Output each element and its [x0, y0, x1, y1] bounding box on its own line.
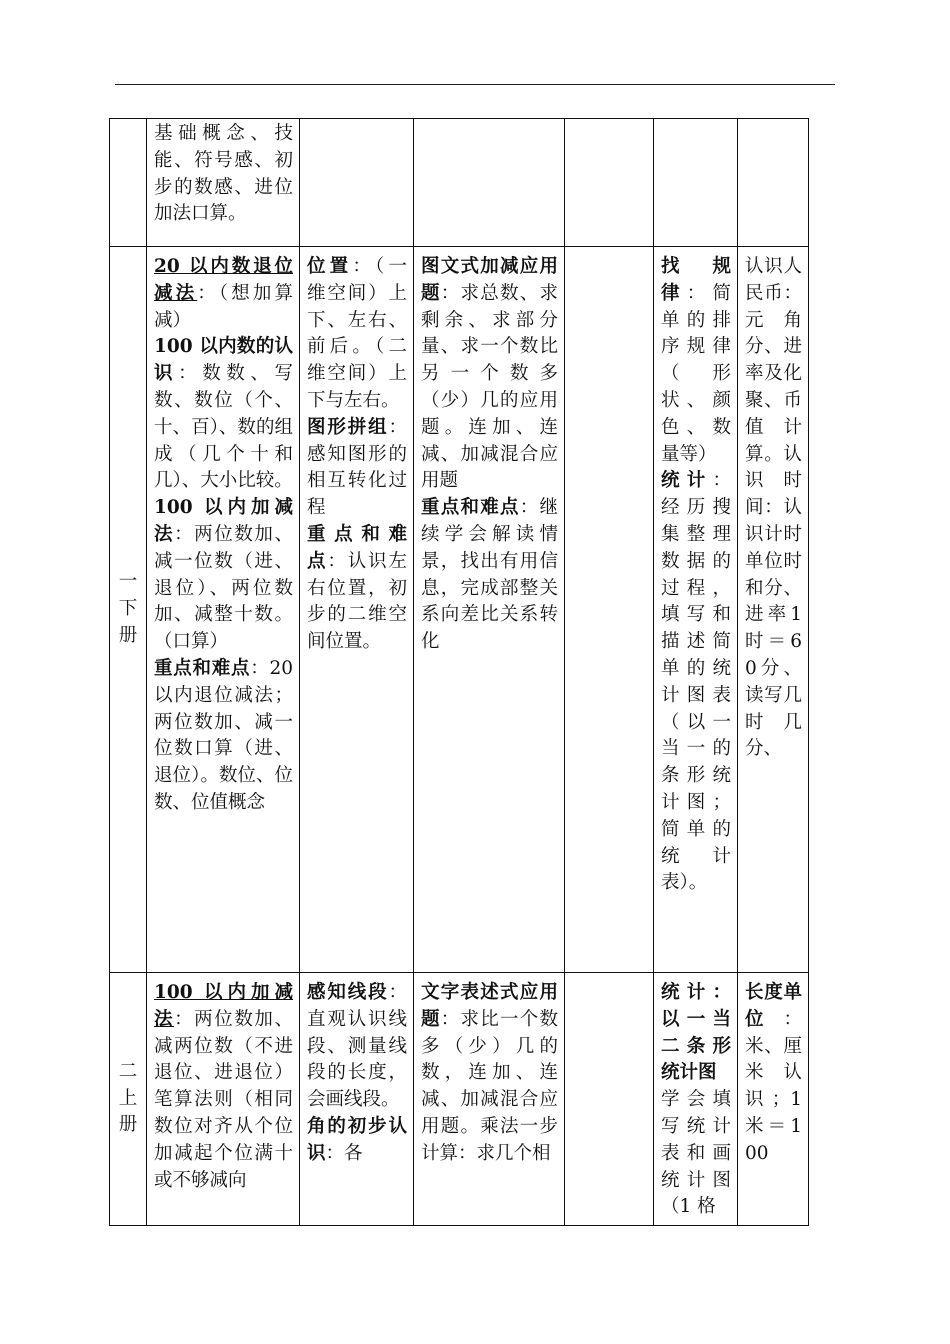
word-problem-cell — [414, 247, 565, 973]
curriculum-table — [109, 118, 809, 1226]
geometry-cell — [300, 973, 414, 1226]
topic-heading: 图形拼组 — [307, 416, 389, 438]
grade-cell — [110, 119, 147, 247]
topic-text: ：两位数加、减一位数（进、退位）、两位数加、减整十数。（口算） — [154, 523, 293, 653]
statistics-cell — [654, 973, 738, 1226]
topic-heading: 重点和难点 — [307, 523, 407, 572]
topic-heading: 统计 — [661, 470, 713, 492]
topic-text: ：两位数加、减两位数（不进退位、进退位）笔算法则（相同数位对齐从个位加减起个位满十或不够减向 — [154, 1008, 293, 1191]
topic-text: 认识人民币：元角分、进率及化聚、币值计算。认识时间：认识计时单位时和分、进率1时＝60分、读写几时几分、 — [745, 256, 802, 760]
grade-char: 下 — [118, 598, 138, 620]
topic-text: ：经历搜集整理数据的过程，填写和描述简单的统计图表（以一当一的条形统计图；简单的统计表）。 — [661, 470, 731, 894]
topic-heading: 长度单位 — [745, 982, 802, 1030]
grade-cell — [110, 247, 147, 973]
topic-text: ：各 — [325, 1142, 363, 1164]
grade-char: 一 — [118, 571, 138, 593]
topic-text: ：（一维空间）上下、左右、前后。（二维空间）上下与左右。 — [307, 256, 407, 411]
topic-heading: 位置 — [307, 256, 353, 277]
topic-text: ：求比一个数多（少）几的数，连加、连减、加减混合应用题。乘法一步计算：求几个相 — [421, 1008, 558, 1164]
topic-text: ：感知图形的相互转化过程 — [307, 416, 407, 519]
table-row — [110, 973, 809, 1226]
topic-text: ：20 以内退位减法；两位数加、减一位数口算（进、退位）。数位、位数、位值概念 — [154, 657, 293, 813]
topic-text: ：数数、写数、数位（个、十、百）、数的组成（几个十和几）、大小比较。 — [154, 363, 293, 492]
measurement-cell — [738, 119, 809, 247]
word-problem-cell — [414, 119, 565, 247]
topic-heading: 100 以内加减法 — [154, 982, 293, 1030]
topic-heading: 重点和难点 — [421, 497, 520, 519]
topic-text: ：求总数、求剩余、求部分量、求一个数比另一个数多（少）几的应用题。连加、连减、加减混合应用题 — [421, 282, 558, 492]
topic-text: ：继续学会解读情景，找出有用信息，完成部整关系向差比关系转化 — [421, 497, 558, 653]
topic-heading: 感知线段 — [307, 982, 389, 1003]
topic-heading: 图文式加减应用题 — [421, 256, 558, 304]
topic-text: ：认识左右位置，初步的二维空间位置。 — [307, 550, 407, 653]
topic-text: ：（想加算减） — [154, 282, 293, 331]
arithmetic-cell — [147, 247, 300, 973]
topic-text: ：直观认识线段、测量线段的长度，会画线段。 — [307, 982, 407, 1111]
topic-heading: 20 以内数退位减法 — [154, 256, 293, 304]
topic-heading: 100 以内加减法 — [154, 497, 293, 545]
header-rule — [115, 84, 835, 85]
topic-text: 学会填写统计表和画统计图（1 格 — [661, 1089, 731, 1218]
topic-heading: 100 以内数的认识 — [154, 336, 293, 385]
table-row — [110, 247, 809, 973]
topic-heading: 重点和难点 — [154, 657, 251, 679]
grade-char: 二 — [118, 1060, 138, 1082]
empty-cell — [565, 247, 654, 973]
grade-char: 册 — [118, 624, 138, 646]
arithmetic-cell: 基础概念、技能、符号感、初步的数感、进位加法口算。 — [147, 119, 300, 247]
grade-char: 上 — [118, 1087, 138, 1109]
topic-heading: 角的初步认识 — [307, 1115, 407, 1164]
grade-cell — [110, 973, 147, 1226]
table-row — [110, 119, 809, 247]
empty-cell — [565, 973, 654, 1226]
topic-text: ：简单的排序规律（形状、颜色、数量等） — [661, 282, 731, 465]
measurement-cell — [738, 973, 809, 1226]
geometry-cell — [300, 247, 414, 973]
statistics-cell — [654, 247, 738, 973]
arithmetic-cell — [147, 973, 300, 1226]
measurement-cell — [738, 247, 809, 973]
empty-cell — [565, 119, 654, 247]
topic-heading: 找规律 — [661, 256, 731, 304]
geometry-cell — [300, 119, 414, 247]
topic-text: ：米、厘米认识；1 米＝100 — [745, 1008, 802, 1164]
topic-heading: 文字表述式应用题 — [421, 982, 558, 1030]
word-problem-cell — [414, 973, 565, 1226]
grade-char: 册 — [118, 1114, 138, 1136]
statistics-cell — [654, 119, 738, 247]
topic-heading: 统计：以一当二条形统计图 — [661, 982, 731, 1084]
